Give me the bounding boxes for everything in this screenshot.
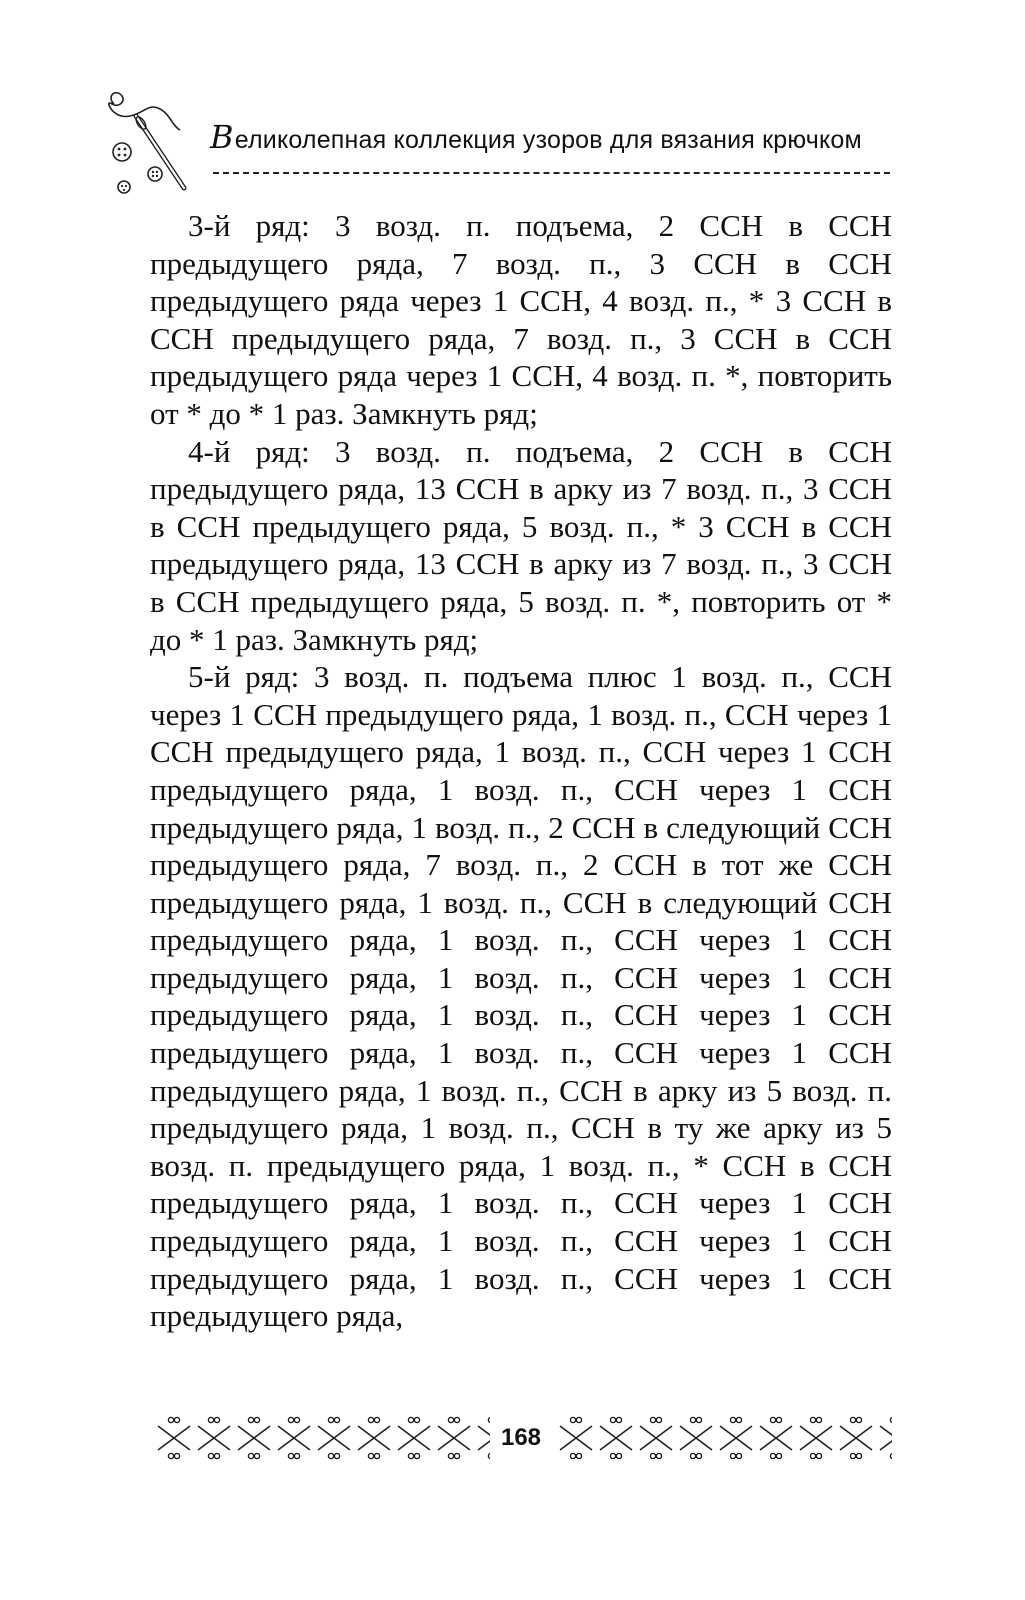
chain-motif bbox=[600, 1417, 632, 1458]
chain-motif bbox=[478, 1417, 490, 1458]
chain-motif bbox=[560, 1417, 592, 1458]
needle-thread-buttons-icon bbox=[100, 86, 190, 201]
chain-motif bbox=[358, 1417, 390, 1458]
crochet-chain-border-icon bbox=[150, 1412, 490, 1462]
chain-motif bbox=[800, 1417, 832, 1458]
page-footer bbox=[150, 1412, 892, 1472]
running-head bbox=[210, 118, 890, 156]
body-text bbox=[150, 207, 892, 1335]
crochet-chain-border-icon bbox=[552, 1412, 892, 1462]
chain-motif bbox=[880, 1417, 892, 1458]
chain-motif bbox=[640, 1417, 672, 1458]
paragraph-row-5: 5-й ряд: 3 возд. п. подъема плюс 1 возд. п., ССН через 1 ССН предыдущего ряда, 1 возд. п., ССН через 1 ССН предыдущего ряда, 1 возд. п., ССН через 1 ССН предыдущего ряда, 1 возд. п., ССН через 1 ССН предыдущего ряда, 1 возд. п., 2 ССН в следующий ССН предыдущего ряда, 7 возд. п., 2 ССН в тот же ССН предыдущего ряда, 1 возд. п., ССН в следующий ССН предыдущего ряда, 1 возд. п., ССН через 1 ССН предыдущего ряда, 1 возд. п., ССН через 1 ССН предыдущего ряда, 1 возд. п., ССН через 1 ССН предыдущего ряда, 1 возд. п., ССН через 1 ССН предыдущего ряда, 1 возд. п., ССН в арку из 5 возд. п. предыдущего ряда, 1 возд. п., ССН в ту же арку из 5 возд. п. предыдущего ряда, 1 возд. п., * ССН в ССН предыдущего ряда, 1 возд. п., ССН через 1 ССН предыдущего ряда, 1 возд. п., ССН через 1 ССН предыдущего ряда, 1 возд. п., ССН через 1 ССН предыдущего ряда, bbox=[150, 659, 892, 1334]
running-head-initial: В bbox=[210, 118, 234, 156]
chain-motif bbox=[198, 1417, 230, 1458]
chain-motif bbox=[398, 1417, 430, 1458]
header-dashed-rule bbox=[213, 172, 890, 174]
chain-motif bbox=[760, 1417, 792, 1458]
chain-motif bbox=[158, 1417, 190, 1458]
chain-motif bbox=[840, 1417, 872, 1458]
chain-motif bbox=[438, 1417, 470, 1458]
running-head-text: еликолепная коллекция узоров для вязания крючком bbox=[234, 126, 862, 154]
chain-motif bbox=[680, 1417, 712, 1458]
chain-motif bbox=[238, 1417, 270, 1458]
chain-motif bbox=[720, 1417, 752, 1458]
page-number: 168 bbox=[500, 1424, 542, 1451]
chain-motif bbox=[278, 1417, 310, 1458]
paragraph-row-4: 4-й ряд: 3 возд. п. подъема, 2 ССН в ССН предыдущего ряда, 13 ССН в арку из 7 возд. п., 3 ССН в ССН предыдущего ряда, 5 возд. п., * 3 ССН в ССН предыдущего ряда, 13 ССН в арку из 7 возд. п., 3 ССН в ССН предыдущего ряда, 5 возд. п. *, повторить от * до * 1 раз. Замкнуть ряд; bbox=[150, 433, 892, 657]
paragraph-row-3: 3-й ряд: 3 возд. п. подъема, 2 ССН в ССН предыдущего ряда, 7 возд. п., 3 ССН в ССН предыдущего ряда через 1 ССН, 4 возд. п., * 3 ССН в ССН предыдущего ряда, 7 возд. п., 3 ССН в ССН предыдущего ряда через 1 ССН, 4 возд. п. *, повторить от * до * 1 раз. Замкнуть ряд; bbox=[150, 208, 892, 431]
chain-motif bbox=[318, 1417, 350, 1458]
